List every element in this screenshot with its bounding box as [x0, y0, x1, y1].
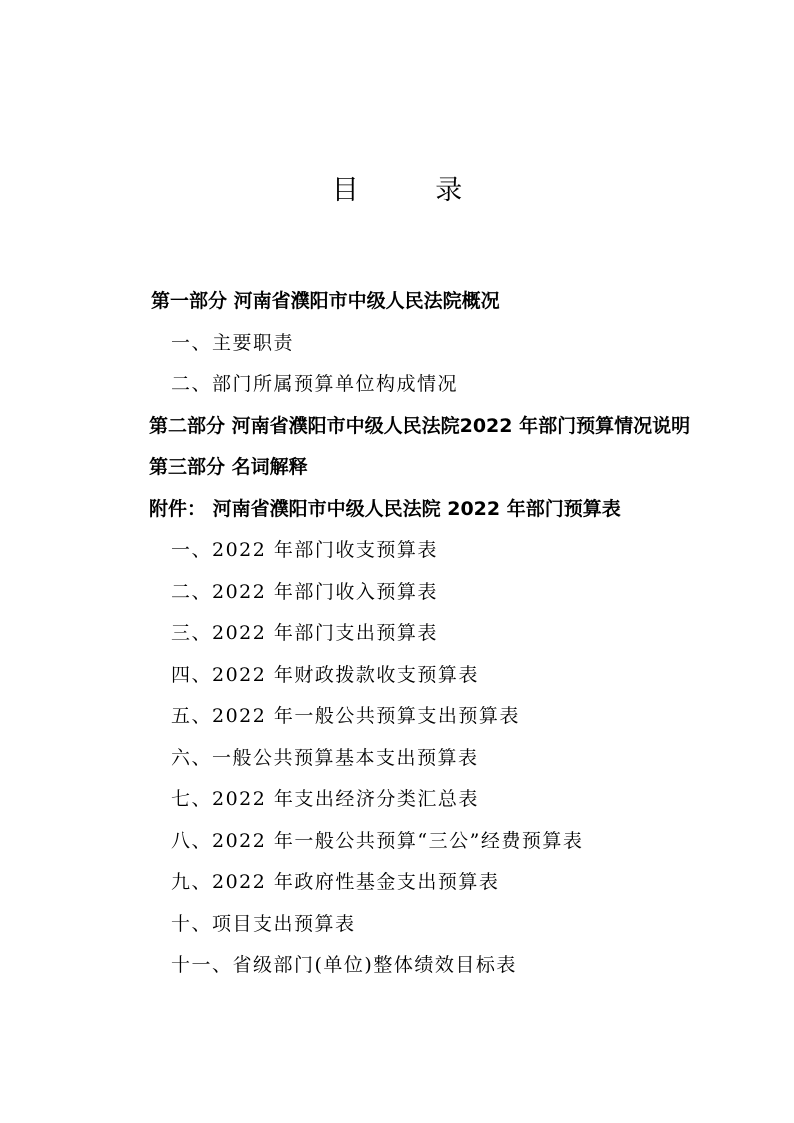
table-of-contents: [0, 283, 794, 989]
toc-entry: 十一、省级部门(单位)整体绩效目标表: [171, 954, 517, 976]
toc-section-heading: 附件： 河南省濮阳市中级人民法院 2022 年部门预算表: [149, 497, 621, 520]
toc-entry: 七、2022 年支出经济分类汇总表: [171, 788, 479, 810]
toc-entry: 十、项目支出预算表: [171, 912, 356, 935]
toc-entry: 二、2022 年部门收入预算表: [171, 580, 438, 603]
toc-entry: 三、2022 年部门支出预算表: [171, 622, 438, 644]
toc-section-heading: 第一部分 河南省濮阳市中级人民法院概况: [151, 290, 500, 312]
toc-entry: 八、2022 年一般公共预算“三公”经费预算表: [171, 829, 584, 852]
toc-section-heading: 第二部分 河南省濮阳市中级人民法院2022 年部门预算情况说明: [149, 414, 691, 437]
toc-entry: 一、主要职责: [171, 331, 295, 354]
toc-entry: 一、2022 年部门收支预算表: [171, 539, 438, 561]
toc-entry: 五、2022 年一般公共预算支出预算表: [171, 705, 520, 727]
toc-entry: 六、一般公共预算基本支出预算表: [171, 746, 479, 769]
toc-entry: 二、部门所属预算单位构成情况: [171, 373, 459, 395]
toc-entry: 九、2022 年政府性基金支出预算表: [171, 871, 500, 893]
toc-section-heading: 第三部分 名词解释: [149, 456, 308, 478]
toc-entry: 四、2022 年财政拨款收支预算表: [171, 663, 479, 686]
page-title: 目 录: [331, 175, 497, 206]
